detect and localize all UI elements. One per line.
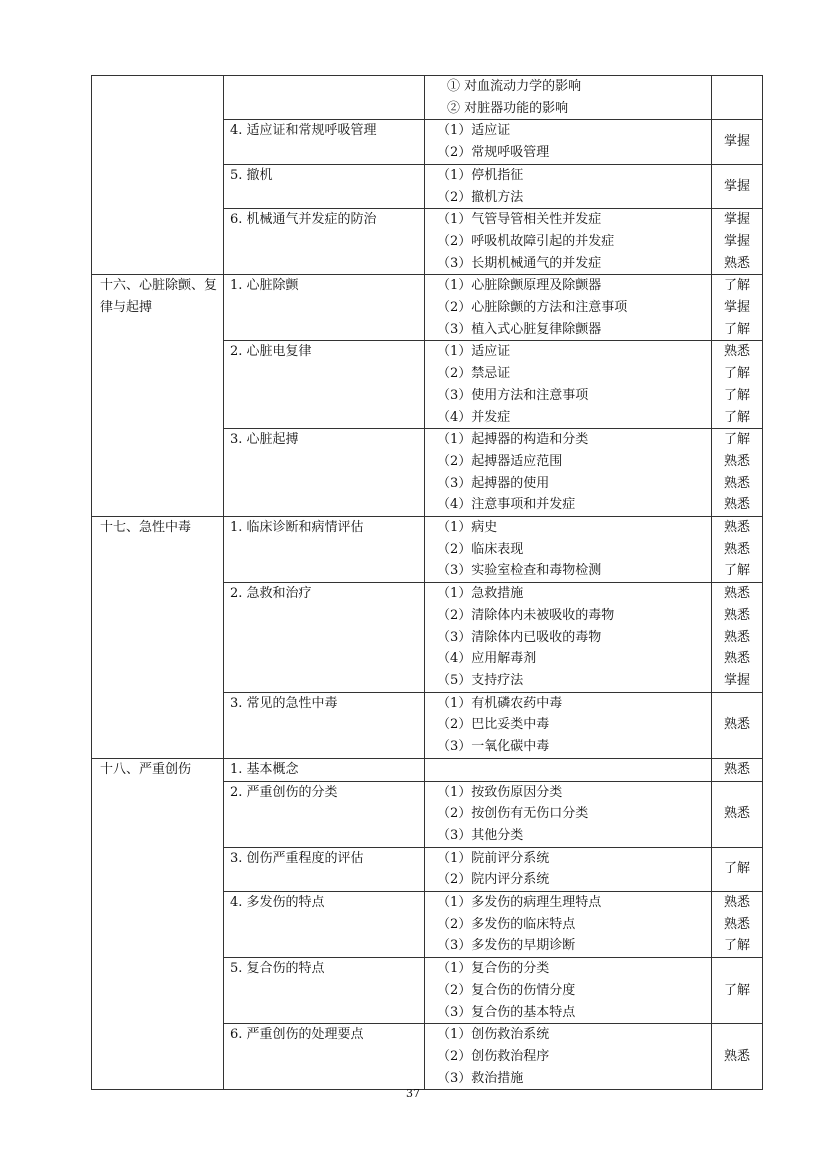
item-line: （5）支持疗法 — [437, 672, 524, 688]
item-line: （1）有机磷农药中毒 — [437, 695, 563, 711]
level-label: 熟悉 — [723, 1048, 750, 1064]
level-cell — [712, 275, 763, 341]
topic-cell: 5. 复合伤的特点 — [224, 958, 425, 1024]
level-cell — [712, 847, 763, 891]
level-label: 了解 — [723, 366, 750, 382]
level-label: 熟悉 — [723, 475, 750, 491]
level-cell — [712, 76, 763, 120]
item-line: ① 对血流动力学的影响 — [447, 79, 582, 94]
item-line: （2）创伤救治程序 — [437, 1048, 550, 1064]
level-label: 了解 — [723, 409, 750, 425]
item-line: （2）复合伤的伤情分度 — [437, 982, 576, 998]
items-cell — [425, 76, 712, 120]
level-label: 了解 — [723, 563, 750, 579]
level-cell — [712, 758, 763, 781]
item-line: （3）起搏器的使用 — [437, 475, 550, 491]
item-line: （3）清除体内已吸收的毒物 — [437, 629, 602, 645]
items-cell — [425, 164, 712, 208]
items-cell — [425, 209, 712, 275]
level-cell — [712, 209, 763, 275]
item-line: （1）复合伤的分类 — [437, 961, 550, 977]
item-line: （1）病史 — [437, 520, 498, 536]
topic-cell: 1. 临床诊断和病情评估 — [224, 517, 425, 583]
level-label: 熟悉 — [723, 586, 750, 602]
item-line: （2）禁忌证 — [437, 366, 511, 382]
topic-cell: 2. 心脏电复律 — [224, 341, 425, 429]
level-label: 了解 — [723, 278, 750, 294]
level-label: 了解 — [723, 938, 750, 954]
level-label: 熟悉 — [723, 453, 750, 469]
item-line: （2）呼吸机故障引起的并发症 — [437, 233, 615, 249]
item-line: （1）心脏除颤原理及除颤器 — [437, 278, 602, 294]
level-label: 了解 — [723, 321, 750, 337]
topic-cell: 3. 常见的急性中毒 — [224, 692, 425, 758]
table-row — [92, 758, 763, 781]
item-line: ② 对脏器功能的影响 — [447, 100, 569, 116]
item-line: （1）急救措施 — [437, 586, 524, 602]
item-line: （1）气管导管相关性并发症 — [437, 212, 602, 228]
level-cell — [712, 958, 763, 1024]
unit-cell: 十八、严重创伤 — [92, 758, 224, 1090]
level-cell — [712, 164, 763, 208]
level-label: 熟悉 — [723, 520, 750, 536]
level-cell — [712, 517, 763, 583]
syllabus-table — [91, 75, 763, 1090]
level-cell — [712, 120, 763, 164]
item-line: （2）巴比妥类中毒 — [437, 717, 550, 733]
unit-cell: 十六、心脏除颤、复律与起搏 — [92, 275, 224, 517]
level-label: 熟悉 — [723, 541, 750, 557]
item-line: （4）并发症 — [437, 409, 511, 425]
item-line: （1）适应证 — [437, 123, 511, 139]
topic-cell: 3. 创伤严重程度的评估 — [224, 847, 425, 891]
item-line: （3）多发伤的早期诊断 — [437, 938, 576, 954]
item-line: （3）使用方法和注意事项 — [437, 387, 589, 403]
items-cell — [425, 120, 712, 164]
topic-cell: 4. 多发伤的特点 — [224, 892, 425, 958]
item-line: （3）其他分类 — [437, 827, 524, 843]
items-cell — [425, 341, 712, 429]
items-cell — [425, 692, 712, 758]
item-line: （4）应用解毒剂 — [437, 651, 537, 667]
level-label: 熟悉 — [723, 651, 750, 667]
item-line: （4）注意事项和并发症 — [437, 497, 576, 513]
level-label: 熟悉 — [723, 895, 750, 911]
items-cell — [425, 583, 712, 693]
item-line: （1）创伤救治系统 — [437, 1027, 550, 1043]
item-line: （2）按创伤有无伤口分类 — [437, 806, 589, 822]
item-line: （3）实验室检查和毒物检测 — [437, 563, 602, 579]
item-line: （3）复合伤的基本特点 — [437, 1004, 576, 1020]
items-cell — [425, 275, 712, 341]
topic-cell: 6. 机械通气并发症的防治 — [224, 209, 425, 275]
item-line: （1）停机指征 — [437, 167, 524, 183]
level-label: 熟悉 — [723, 255, 750, 271]
level-cell — [712, 692, 763, 758]
level-cell — [712, 781, 763, 847]
item-line: （2）清除体内未被吸收的毒物 — [437, 607, 615, 623]
topic-cell — [224, 76, 425, 120]
table-row — [92, 517, 763, 583]
item-line: （3）植入式心脏复律除颤器 — [437, 321, 602, 337]
level-label: 掌握 — [723, 300, 750, 316]
level-cell — [712, 1024, 763, 1090]
level-label: 掌握 — [723, 672, 750, 688]
level-label: 掌握 — [723, 212, 750, 228]
level-cell — [712, 341, 763, 429]
items-cell — [425, 847, 712, 891]
items-cell — [425, 892, 712, 958]
item-line: （2）临床表现 — [437, 541, 524, 557]
item-line: （1）院前评分系统 — [437, 850, 550, 866]
topic-cell: 1. 心脏除颤 — [224, 275, 425, 341]
items-cell — [425, 429, 712, 517]
topic-cell: 4. 适应证和常规呼吸管理 — [224, 120, 425, 164]
topic-cell: 5. 撤机 — [224, 164, 425, 208]
topic-cell: 1. 基本概念 — [224, 758, 425, 781]
level-label: 掌握 — [723, 134, 750, 150]
level-label: 熟悉 — [723, 916, 750, 932]
page-number: 37 — [406, 1087, 420, 1100]
item-line: （2）心脏除颤的方法和注意事项 — [437, 300, 628, 316]
topic-cell: 2. 急救和治疗 — [224, 583, 425, 693]
syllabus-table-body — [92, 76, 763, 1090]
level-label: 掌握 — [723, 233, 750, 249]
topic-cell: 2. 严重创伤的分类 — [224, 781, 425, 847]
item-line: （1）多发伤的病理生理特点 — [437, 895, 602, 911]
item-line: （2）起搏器适应范围 — [437, 453, 563, 469]
items-cell — [425, 781, 712, 847]
level-label: 熟悉 — [723, 806, 750, 822]
item-line: （1）起搏器的构造和分类 — [437, 432, 589, 448]
items-cell — [425, 758, 712, 781]
level-label: 了解 — [723, 387, 750, 403]
level-label: 熟悉 — [723, 497, 750, 513]
level-label: 熟悉 — [723, 629, 750, 645]
items-cell — [425, 1024, 712, 1090]
item-line: （3）救治措施 — [437, 1070, 524, 1086]
item-line: （1）按致伤原因分类 — [437, 784, 563, 800]
items-cell — [425, 517, 712, 583]
level-cell — [712, 583, 763, 693]
topic-cell: 3. 心脏起搏 — [224, 429, 425, 517]
level-label: 了解 — [723, 982, 750, 998]
item-line: （2）多发伤的临床特点 — [437, 916, 576, 932]
unit-cell: 十七、急性中毒 — [92, 517, 224, 759]
item-line: （3）一氧化碳中毒 — [437, 739, 550, 755]
level-label: 掌握 — [723, 178, 750, 194]
item-line: （1）适应证 — [437, 344, 511, 360]
item-line: （2）撤机方法 — [437, 189, 524, 205]
level-label: 熟悉 — [723, 761, 750, 777]
level-label: 了解 — [723, 861, 750, 877]
items-cell — [425, 958, 712, 1024]
table-row — [92, 76, 763, 120]
level-label: 熟悉 — [723, 344, 750, 360]
level-cell — [712, 892, 763, 958]
table-row — [92, 275, 763, 341]
unit-cell — [92, 76, 224, 275]
topic-cell: 6. 严重创伤的处理要点 — [224, 1024, 425, 1090]
item-line: （3）长期机械通气的并发症 — [437, 255, 602, 271]
level-label: 了解 — [723, 432, 750, 448]
item-line: （2）常规呼吸管理 — [437, 145, 550, 161]
level-cell — [712, 429, 763, 517]
level-label: 熟悉 — [723, 717, 750, 733]
item-line: （2）院内评分系统 — [437, 872, 550, 888]
level-label: 熟悉 — [723, 607, 750, 623]
